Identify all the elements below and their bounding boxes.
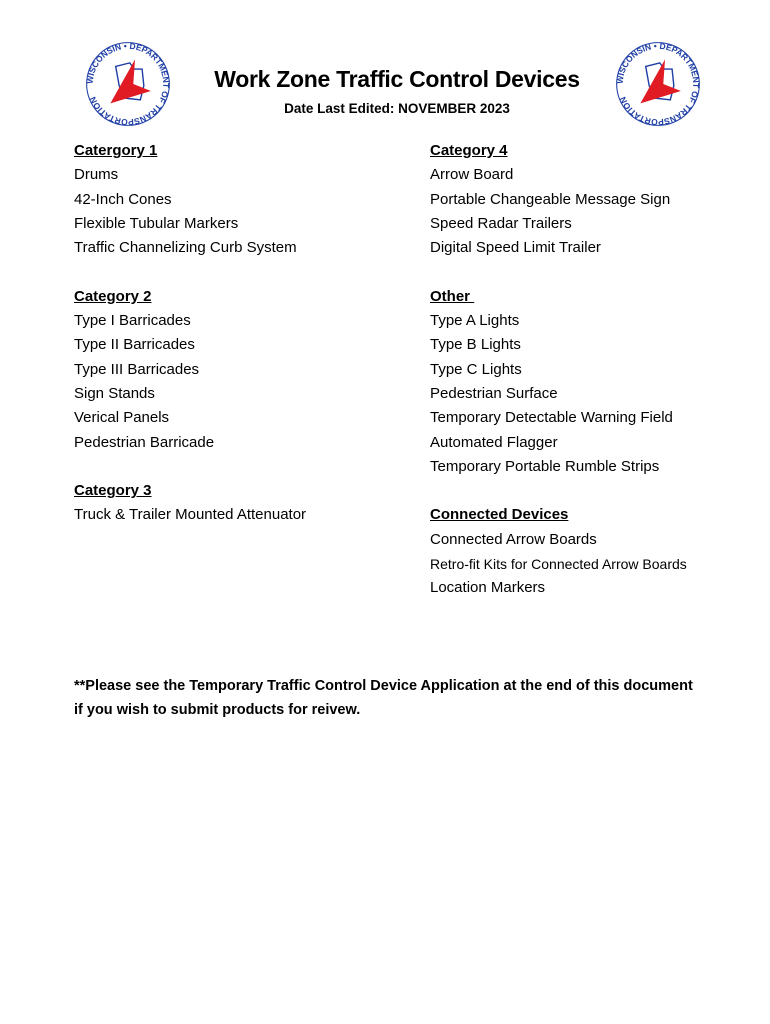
- device-item: Portable Changeable Message Sign: [430, 190, 671, 208]
- device-item: Type A Lights: [430, 312, 520, 330]
- device-item: Type B Lights: [430, 336, 521, 354]
- device-item: Retro-fit Kits for Connected Arrow Boards: [430, 556, 687, 573]
- last-edited-date: Date Last Edited: NOVEMBER 2023: [284, 101, 510, 116]
- category-3-group: [74, 479, 404, 528]
- other-group: [430, 285, 750, 479]
- device-item: Traffic Channelizing Curb System: [74, 239, 297, 257]
- device-item: 42-Inch Cones: [74, 190, 172, 208]
- category-heading: Category 4: [430, 142, 508, 159]
- category-1-group: [74, 139, 404, 260]
- device-item: Truck & Trailer Mounted Attenuator: [74, 506, 307, 524]
- category-4-group: [430, 139, 750, 260]
- device-item: Digital Speed Limit Trailer: [430, 239, 601, 257]
- submission-note: **Please see the Temporary Traffic Control Device Application at the end of this document if you wish to submit products for reivew.: [74, 678, 693, 718]
- device-item: Location Markers: [430, 579, 546, 597]
- device-item: Pedestrian Surface: [430, 384, 558, 402]
- device-item: Speed Radar Trailers: [430, 214, 572, 232]
- left-column: [74, 139, 404, 552]
- device-item: Type C Lights: [430, 360, 522, 378]
- category-heading: Category 3: [74, 482, 152, 500]
- category-2-group: [74, 285, 404, 455]
- connected-devices-group: [430, 503, 750, 600]
- device-item: Drums: [74, 166, 119, 184]
- device-item: Connected Arrow Boards: [430, 530, 597, 548]
- device-item: Verical Panels: [74, 409, 170, 427]
- svg-text:WISCONSIN • DEPARTMENT OF TRAN: WISCONSIN • DEPARTMENT OF TRANSPORTATION: [614, 40, 702, 128]
- device-item: Type III Barricades: [74, 360, 200, 378]
- document-title: Work Zone Traffic Control Devices: [214, 66, 580, 92]
- device-item: Sign Stands: [74, 384, 155, 402]
- device-item: Arrow Board: [430, 166, 514, 184]
- category-heading: Category 2: [74, 287, 152, 305]
- device-item: Temporary Portable Rumble Strips: [430, 457, 660, 475]
- device-item: Temporary Detectable Warning Field: [430, 409, 673, 427]
- category-heading: Connected Devices: [430, 506, 569, 524]
- right-column: [430, 139, 750, 625]
- device-item: Pedestrian Barricade: [74, 433, 215, 451]
- device-item: Type I Barricades: [74, 312, 191, 330]
- device-item: Automated Flagger: [430, 433, 558, 451]
- svg-text:WISCONSIN • DEPARTMENT OF TRAN: WISCONSIN • DEPARTMENT OF TRANSPORTATION: [84, 40, 172, 128]
- category-heading: Other: [430, 287, 475, 305]
- category-heading: Catergory 1: [74, 142, 158, 159]
- device-item: Type II Barricades: [74, 336, 195, 354]
- device-item: Flexible Tubular Markers: [74, 214, 239, 232]
